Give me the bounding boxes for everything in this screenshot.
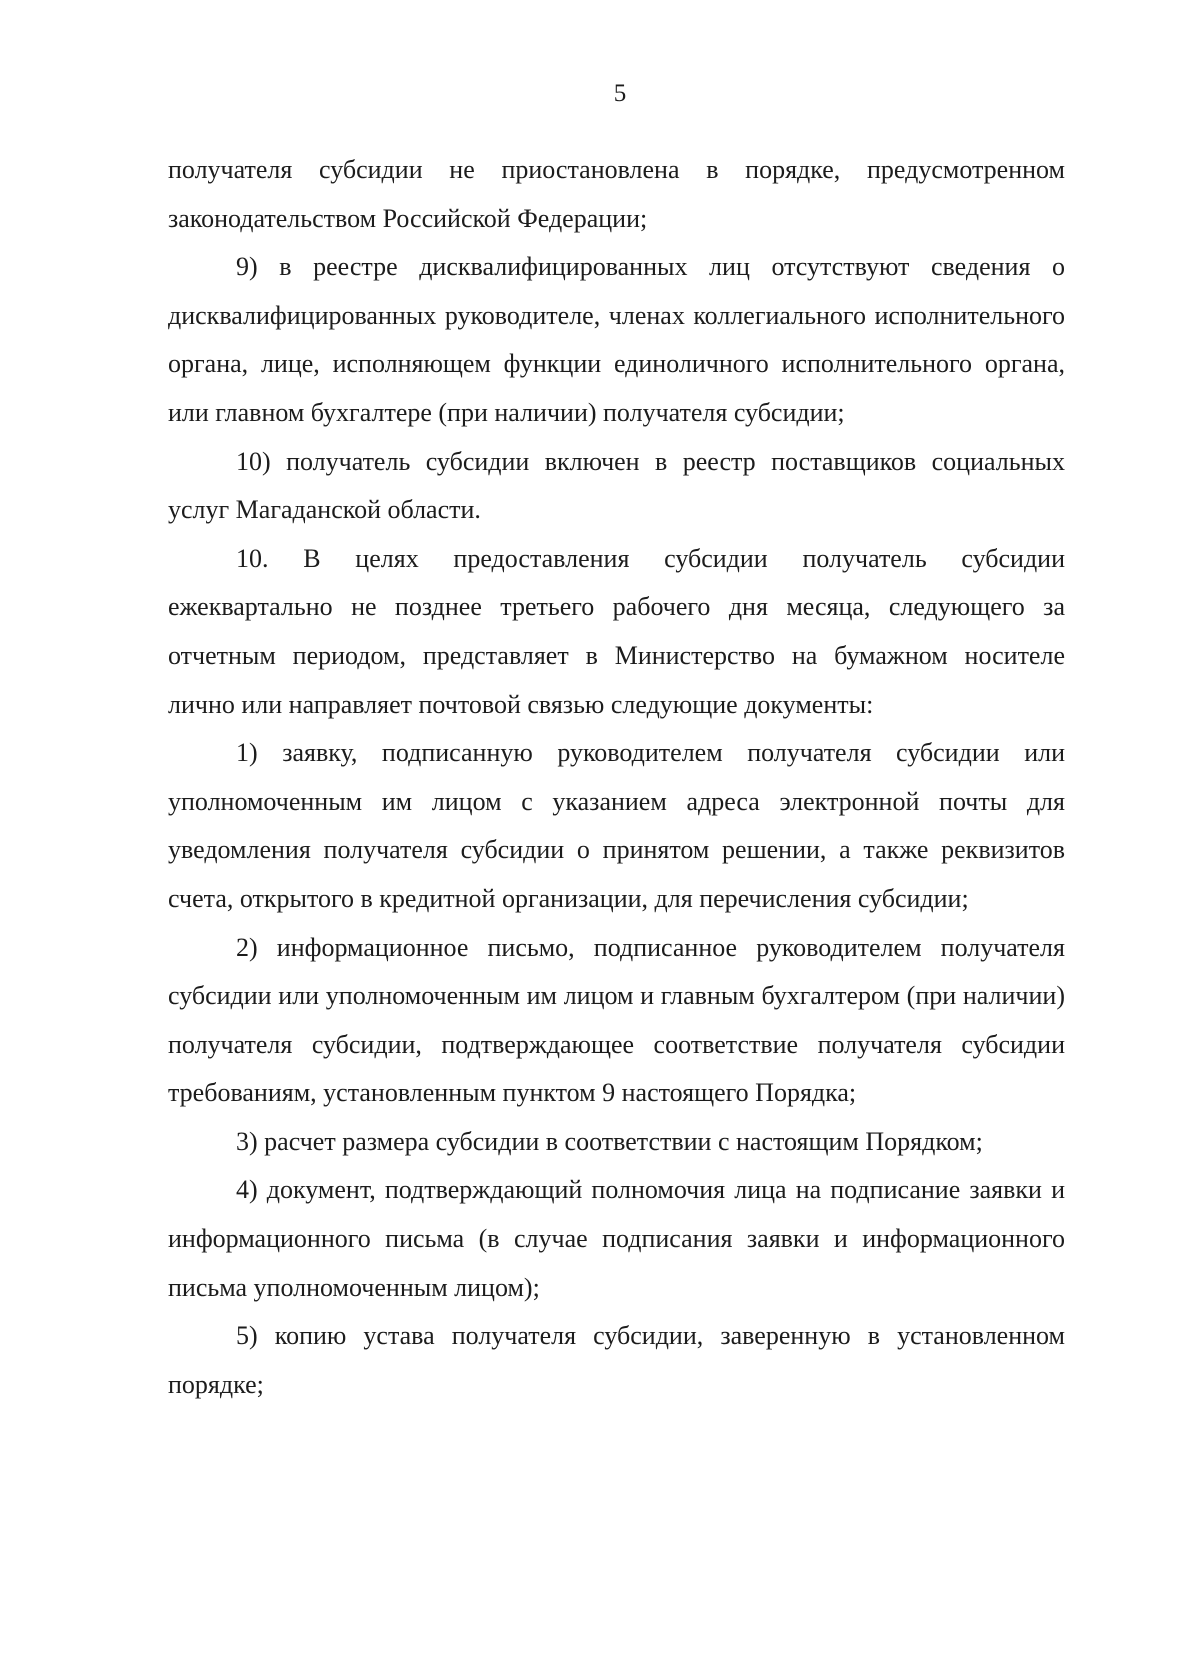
paragraph-item-9: 9) в реестре дисквалифицированных лиц отсутствуют сведения о дисквалифицированных руководителе, членах коллегиального исполнительного органа, лице, исполняющем функции единоличного исполнительного органа, или главном бухгалтере (при наличии) получателя субсидии; [168, 252, 1065, 427]
paragraph-continuation: получателя субсидии не приостановлена в порядке, предусмотренном законодательством Российской Федерации; [168, 155, 1065, 233]
paragraph-doc-2: 2) информационное письмо, подписанное руководителем получателя субсидии или уполномоченным им лицом и главным бухгалтером (при наличии) получателя субсидии, подтверждающее соответствие получателя субсидии требованиям, установленным пунктом 9 настоящего Порядка; [168, 932, 1065, 1108]
page-number: 5 [613, 80, 627, 107]
paragraph-doc-4: 4) документ, подтверждающий полномочия лица на подписание заявки и информационного письма (в случае подписания заявки и информационного письма уполномоченным лицом); [168, 1175, 1065, 1302]
document-body [168, 146, 1065, 1409]
paragraph-doc-3: 3) расчет размера субсидии в соответствии с настоящим Порядком; [236, 1126, 983, 1156]
paragraph-doc-5: 5) копию устава получателя субсидии, заверенную в установленном порядке; [168, 1321, 1065, 1399]
paragraph-doc-1: 1) заявку, подписанную руководителем получателя субсидии или уполномоченным им лицом с указанием адреса электронной почты для уведомления получателя субсидии о принятом решении, а также реквизитов счета, открытого в кредитной организации, для перечисления субсидии; [168, 738, 1065, 913]
paragraph-clause-10: 10. В целях предоставления субсидии получатель субсидии ежеквартально не позднее третьего рабочего дня месяца, следующего за отчетным периодом, представляет в Министерство на бумажном носителе лично или направляет почтовой связью следующие документы: [168, 543, 1065, 719]
paragraph-item-10: 10) получатель субсидии включен в реестр поставщиков социальных услуг Магаданской области. [168, 446, 1065, 525]
